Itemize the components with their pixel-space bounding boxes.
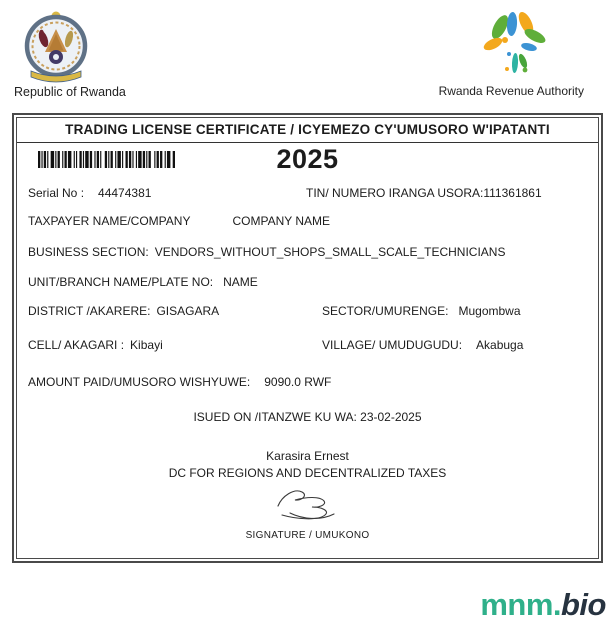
officer-name: Karasira Ernest [266,449,349,463]
village-field [322,338,523,352]
certificate-year: 2025 [276,144,339,174]
watermark-suffix: bio [561,587,606,622]
sector-label: SECTOR/UMURENGE: [322,304,449,318]
amount-label: AMOUNT PAID/UMUSORO WISHYUWE: [28,375,251,389]
cell-field [28,338,163,352]
certificate-body [16,117,599,559]
business-section-value: VENDORS_WITHOUT_SHOPS_SMALL_SCALE_TECHNICIANS [154,245,506,259]
title-divider [17,142,598,143]
tin-label: TIN/ NUMERO IRANGA USORA: [306,186,484,200]
signature-label: SIGNATURE / UMUKONO [245,530,370,541]
watermark-prefix: mnm. [480,587,561,622]
village-value: Akabuga [476,338,524,352]
serial-value: 44474381 [98,186,152,200]
serial-label: Serial No : [28,186,85,200]
taxpayer-field [28,214,330,228]
tin-field [306,186,542,200]
rwanda-coat-of-arms-icon [22,8,90,86]
business-section-label: BUSINESS SECTION: [28,245,149,259]
taxpayer-row [17,214,598,230]
business-section-field [28,245,505,259]
cell-value: Kibayi [130,338,163,352]
serial-tin-row [17,186,598,202]
issued-on-line: ISUED ON /ITANZWE KU WA: 23-02-2025 [193,410,422,424]
taxpayer-value: COMPANY NAME [232,214,331,228]
district-sector-row [17,304,598,320]
cell-village-row [17,338,598,354]
rra-logo-icon [478,10,550,80]
signature-scribble [272,482,344,526]
sector-field [322,304,521,318]
district-label: DISTRICT /AKARERE: [28,304,151,318]
cell-label: CELL/ AKAGARI : [28,338,125,352]
certificate-frame [12,113,603,563]
serial-field [28,186,151,200]
unit-branch-field [28,275,258,289]
amount-value: 9090.0 RWF [264,375,332,389]
sector-value: Mugombwa [458,304,521,318]
tin-value: 111361861 [483,186,542,200]
certificate-title: TRADING LICENSE CERTIFICATE / ICYEMEZO CY'UMUSORO W'IPATANTI [65,122,550,137]
rwanda-revenue-authority-caption: Rwanda Revenue Authority [438,84,584,98]
officer-title: DC FOR REGIONS AND DECENTRALIZED TAXES [168,466,447,480]
business-section-row [17,245,598,261]
district-field [28,304,219,318]
amount-row [17,375,598,391]
unit-branch-label: UNIT/BRANCH NAME/PLATE NO: [28,275,214,289]
unit-branch-value: NAME [223,275,258,289]
mnm-bio-watermark [480,587,606,623]
republic-of-rwanda-caption: Republic of Rwanda [14,85,126,99]
village-label: VILLAGE/ UMUDUGUDU: [322,338,463,352]
unit-branch-row [17,275,598,291]
taxpayer-label: TAXPAYER NAME/COMPANY [28,214,191,228]
district-value: GISAGARA [156,304,220,318]
amount-field [28,375,331,389]
